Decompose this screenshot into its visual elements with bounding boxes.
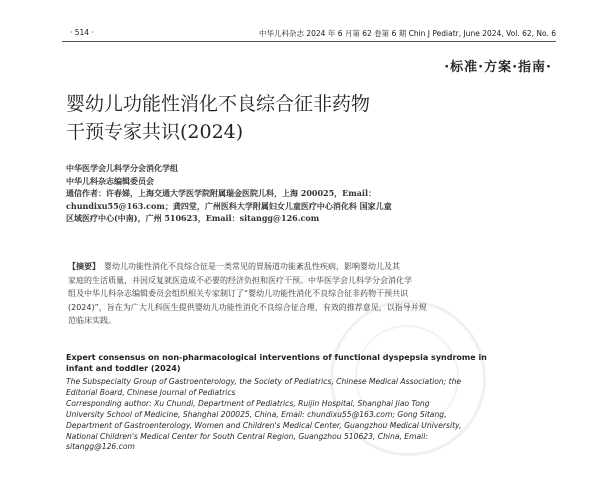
title-line: 干预专家共识(2024) <box>66 121 244 143</box>
abstract-text: 组及中华儿科杂志编辑委员会组织相关专家制订了“婴幼儿功能性消化不良综合征非药物干预共识 <box>68 289 409 298</box>
abstract-label: 【摘要】 <box>68 262 100 271</box>
title-line: 婴幼儿功能性消化不良综合征非药物 <box>66 93 371 115</box>
page-number: · 514 · <box>70 28 94 37</box>
article-title <box>66 90 486 146</box>
english-line: Department of Gastroenterology, Women and Children's Medical Center, Guangzhou Medical University, <box>66 420 462 430</box>
abstract-text: 婴幼儿功能性消化不良综合征是一类常见的胃肠道功能紊乱性疾病，影响婴幼儿及其 <box>104 262 400 271</box>
running-header <box>70 26 556 40</box>
english-line: The Subspecialty Group of Gastroenterology, the Society of Pediatrics, Chinese Medical Association; the <box>66 377 462 386</box>
english-affiliations <box>66 377 566 453</box>
english-title <box>66 352 566 374</box>
correspondence-line: 区域医疗中心(中南)，广州 510623，Email：sitangg@126.com <box>66 213 320 224</box>
english-line: Corresponding author: Xu Chundi, Department of Pediatrics, Ruijin Hospital, Shanghai Jiao Tong <box>66 398 430 408</box>
english-line: National Children's Medical Center for South Central Region, Guangzhou 510623, China, Email: <box>66 431 428 441</box>
english-title-line: Expert consensus on non-pharmacological interventions of functional dyspepsia syndrome in <box>66 353 487 362</box>
correspondence-line: chundixu55@163.com；龚四堂，广州医科大学附属妇女儿童医疗中心消化科 国家儿童 <box>66 200 392 211</box>
english-line: Editorial Board, Chinese Journal of Pediatrics <box>66 387 236 397</box>
header-rule <box>62 41 556 42</box>
abstract-text: 范临床实践。 <box>68 316 116 325</box>
english-line: University School of Medicine, Shanghai 200025, China, Email: chundixu55@163.com; Gong Sitang, <box>66 409 447 419</box>
english-title-line: infant and toddler (2024) <box>66 364 181 373</box>
author-block <box>66 162 566 225</box>
author-line: 中华医学会儿科学分会消化学组 <box>66 163 178 173</box>
journal-citation: 中华儿科杂志 2024 年 6 月第 62 卷第 6 期 Chin J Pediatr, June 2024, Vol. 62, No. 6 <box>258 29 556 38</box>
abstract-text: (2024)”，旨在为广大儿科医生提供婴幼儿功能性消化不良综合征合理、有效的推荐意见，以指导并规 <box>68 302 427 312</box>
correspondence-line: 通信作者：许春娣，上海交通大学医学院附属瑞金医院儿科，上海 200025，Email： <box>66 188 377 199</box>
author-line: 中华儿科杂志编辑委员会 <box>66 175 154 186</box>
english-line: sitangg@126.com <box>66 442 135 452</box>
abstract-text: 家庭的生活质量，并因反复就医造成不必要的经济负担和医疗干预。中华医学会儿科学分会消化学 <box>68 275 412 285</box>
section-label: ·标准·方案·指南· <box>444 60 552 75</box>
chinese-abstract <box>68 260 558 328</box>
